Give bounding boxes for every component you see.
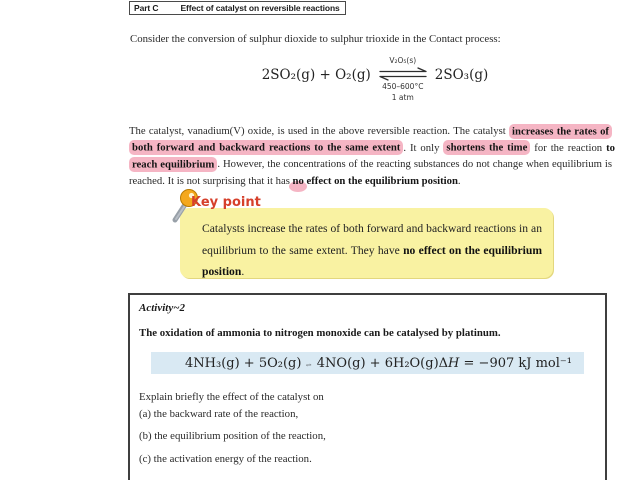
paragraph-text: . However, the concentrations of the reacting substances do not change when equilibrium is reached. It is not surprising that it has bbox=[129, 158, 612, 187]
activity-item-a: (a) the backward rate of the reaction, bbox=[139, 408, 299, 420]
activity-title: Activity~2 bbox=[139, 302, 185, 314]
activity-equation-reactants: 4NH₃(g) + 5O₂(g) bbox=[185, 355, 302, 371]
activity-item-c: (c) the activation energy of the reaction. bbox=[139, 453, 312, 465]
key-point-text: . bbox=[241, 265, 245, 278]
activity-prompt: Explain briefly the effect of the catalyst on bbox=[139, 391, 324, 403]
activity-statement: The oxidation of ammonia to nitrogen monoxide can be catalysed by platinum. bbox=[139, 327, 501, 339]
section-title: Effect of catalyst on reversible reactions bbox=[180, 3, 340, 13]
paragraph-text: The catalyst, vanadium(V) oxide, is used in the above reversible reaction. The catalyst bbox=[129, 125, 510, 137]
key-point-text: Catalysts increase the rates of both forward and backward reactions in an equilibrium to the same extent. They have bbox=[202, 222, 542, 257]
delta-symbol: Δ bbox=[438, 355, 449, 371]
enthalpy-number: = −907 kJ mol⁻¹ bbox=[459, 355, 572, 371]
activity-item-b: (b) the equilibrium position of the reaction, bbox=[139, 430, 326, 442]
contact-process-equation bbox=[135, 54, 615, 102]
temperature-label: 450–600°C bbox=[382, 82, 424, 91]
paragraph-text: for the reaction bbox=[530, 141, 607, 154]
paragraph-text: . It only bbox=[403, 141, 444, 154]
paragraph-text: . bbox=[457, 174, 461, 187]
section-part-label: Part C bbox=[134, 3, 159, 13]
highlighted-phrase: shortens the time bbox=[443, 140, 530, 155]
section-header bbox=[129, 1, 346, 15]
key-point-bold: no effect on the equilibrium position bbox=[202, 243, 542, 278]
equilibrium-arrows-icon bbox=[306, 359, 311, 371]
equilibrium-arrows-icon bbox=[378, 67, 428, 81]
bold-phrase: no effect on the equilibrium position bbox=[292, 174, 458, 187]
key-point-label: Key point bbox=[191, 195, 261, 210]
intro-text: Consider the conversion of sulphur dioxide to sulphur trioxide in the Contact process: bbox=[130, 33, 501, 45]
key-point-body bbox=[202, 218, 542, 283]
pressure-label: 1 atm bbox=[391, 93, 414, 102]
equation-products: 2SO₃(g) bbox=[434, 67, 489, 83]
catalyst-paragraph bbox=[129, 123, 616, 189]
catalyst-label: V₂O₅(s) bbox=[389, 56, 417, 65]
bold-phrase: to bbox=[606, 141, 616, 154]
enthalpy-value bbox=[439, 356, 572, 371]
highlighted-phrase: increases the rates of both forward and backward reactions to the same extent bbox=[129, 124, 612, 156]
enthalpy-symbol: H bbox=[448, 355, 460, 371]
activity-equation-products: 4NO(g) + 6H₂O(g) bbox=[316, 355, 439, 371]
highlighted-phrase: reach equilibrium bbox=[129, 157, 217, 172]
key-point-box bbox=[180, 208, 553, 278]
activity-box bbox=[128, 293, 607, 480]
equation-reactants: 2SO₂(g) + O₂(g) bbox=[261, 67, 371, 83]
activity-equation-strip bbox=[151, 352, 584, 374]
equation-conditions bbox=[378, 54, 428, 102]
